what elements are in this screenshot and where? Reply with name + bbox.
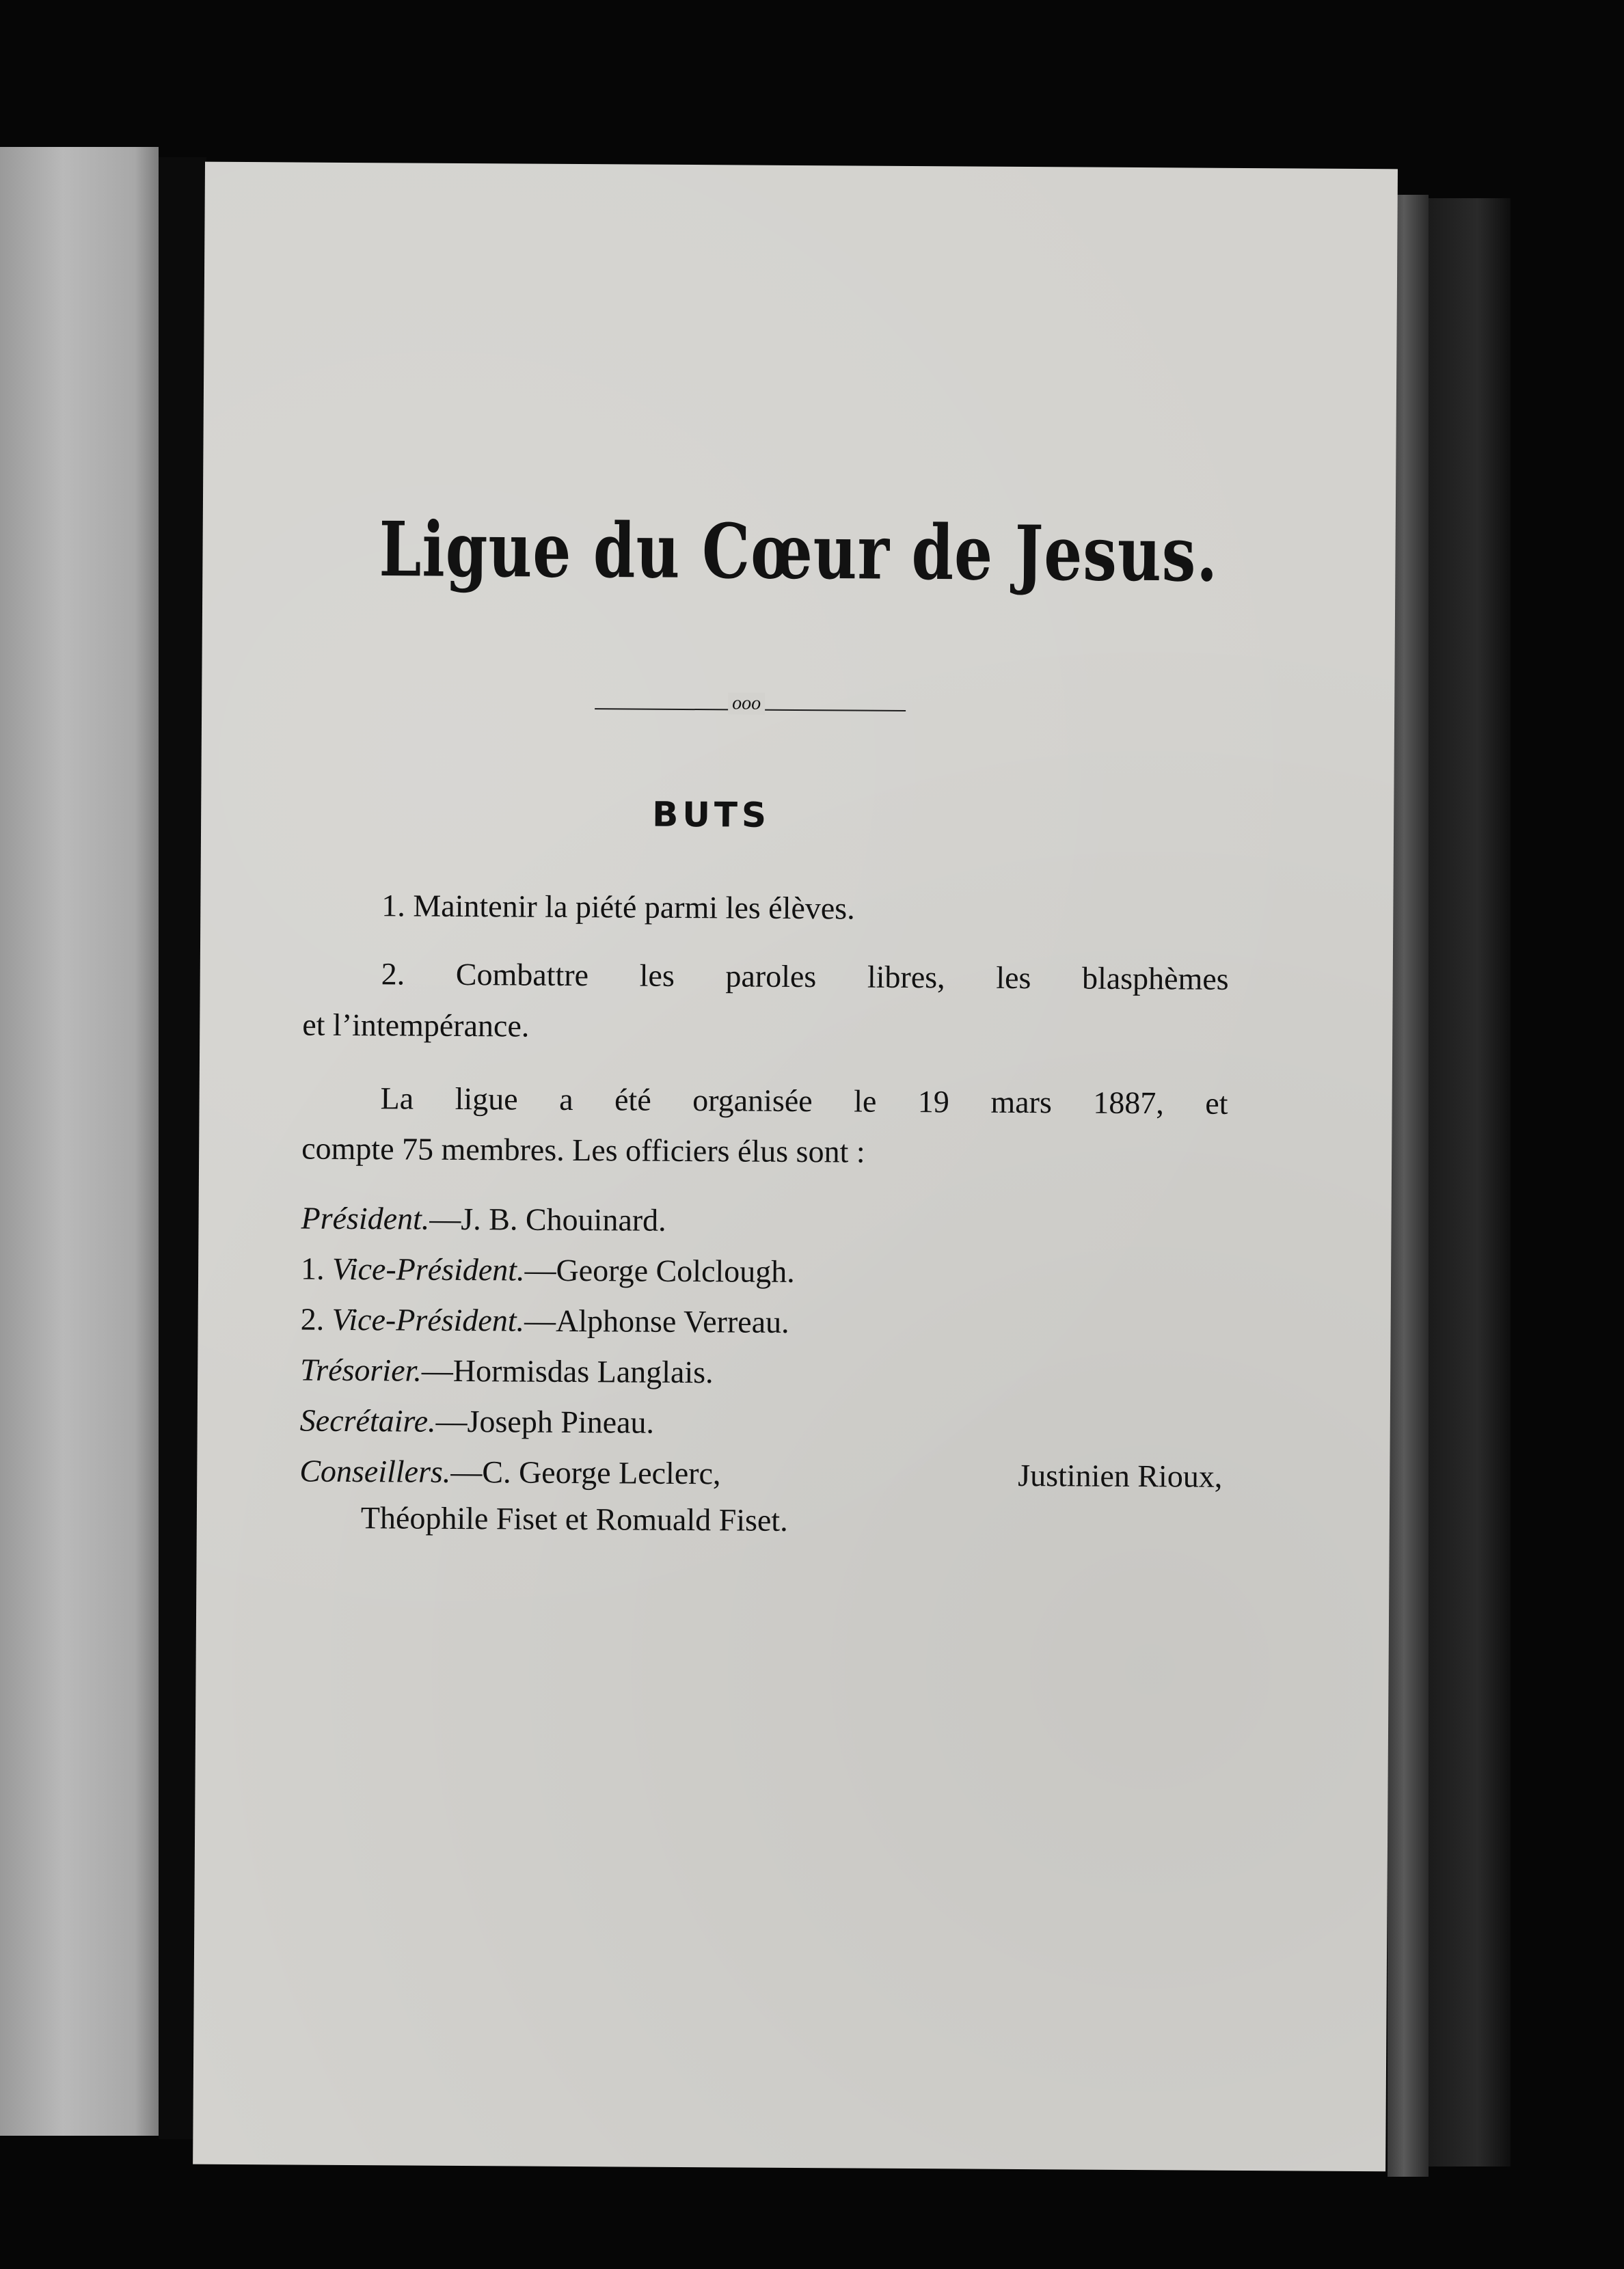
officer-name: —J. B. Chouinard.	[429, 1201, 666, 1238]
goal-word: Combattre	[455, 956, 589, 993]
officer-role: Secrétaire.	[299, 1402, 436, 1439]
goal-word: libres,	[867, 959, 945, 995]
councillors-first-part	[299, 1453, 720, 1492]
intro-paragraph-line: compte 75 membres. Les officiers élus sont :	[301, 1130, 865, 1169]
officer-entry	[299, 1453, 1222, 1495]
goal-word: 2.	[381, 956, 405, 992]
officer-name: Justinien Rioux,	[1018, 1457, 1223, 1494]
officer-role: Président.	[301, 1200, 430, 1236]
officer-entry	[300, 1352, 714, 1391]
officer-entry	[301, 1301, 789, 1340]
page-title: Ligue du Cœur de Jesus.	[379, 504, 1219, 599]
intro-word: La	[380, 1081, 414, 1116]
officer-role: Vice-Président.	[331, 1251, 525, 1288]
officer-role: Conseillers.	[299, 1453, 451, 1489]
officer-entry	[300, 1402, 655, 1441]
goal-word: les	[639, 957, 675, 993]
divider-ornament: ooo	[728, 692, 765, 714]
intro-word: été	[614, 1082, 651, 1117]
book-page	[193, 162, 1398, 2172]
previous-page-edge	[0, 147, 159, 2136]
goal-item	[381, 887, 855, 926]
goal-word: blasphèmes	[1081, 960, 1229, 996]
intro-word: organisée	[692, 1083, 813, 1119]
intro-word: et	[1205, 1085, 1228, 1121]
intro-paragraph-line	[380, 1080, 1228, 1122]
intro-word: le	[854, 1083, 877, 1119]
officer-number: 1.	[300, 1251, 325, 1286]
intro-word: ligue	[455, 1081, 518, 1117]
goal-number: 1.	[381, 888, 406, 923]
officer-name: —Alphonse Verreau.	[524, 1303, 789, 1340]
goal-continuation: et l’intempérance.	[302, 1007, 530, 1044]
officer-role: Trésorier.	[300, 1352, 422, 1388]
officer-entry	[301, 1200, 666, 1238]
officer-name: —George Colclough.	[524, 1252, 795, 1289]
goal-item	[381, 955, 1229, 997]
goal-word: les	[996, 960, 1031, 996]
intro-word: mars	[990, 1084, 1052, 1120]
goal-text: Maintenir la piété parmi les élèves.	[413, 888, 855, 926]
intro-word: 19	[917, 1084, 950, 1119]
officer-name: —Joseph Pineau.	[435, 1403, 655, 1440]
officer-role: Vice-Président.	[331, 1301, 525, 1338]
officer-number: 2.	[300, 1301, 325, 1337]
intro-word: 1887,	[1093, 1085, 1165, 1121]
book-cover-edge	[1429, 198, 1511, 2166]
officer-entry-continuation: Théophile Fiset et Romuald Fiset.	[360, 1500, 788, 1538]
goal-word: paroles	[725, 958, 817, 994]
section-heading: BUTS	[652, 794, 771, 835]
officer-entry	[301, 1251, 795, 1290]
officer-name: —Hormisdas Langlais.	[421, 1353, 714, 1390]
officer-name: —C. George Leclerc,	[450, 1454, 721, 1491]
intro-word: a	[559, 1081, 573, 1117]
